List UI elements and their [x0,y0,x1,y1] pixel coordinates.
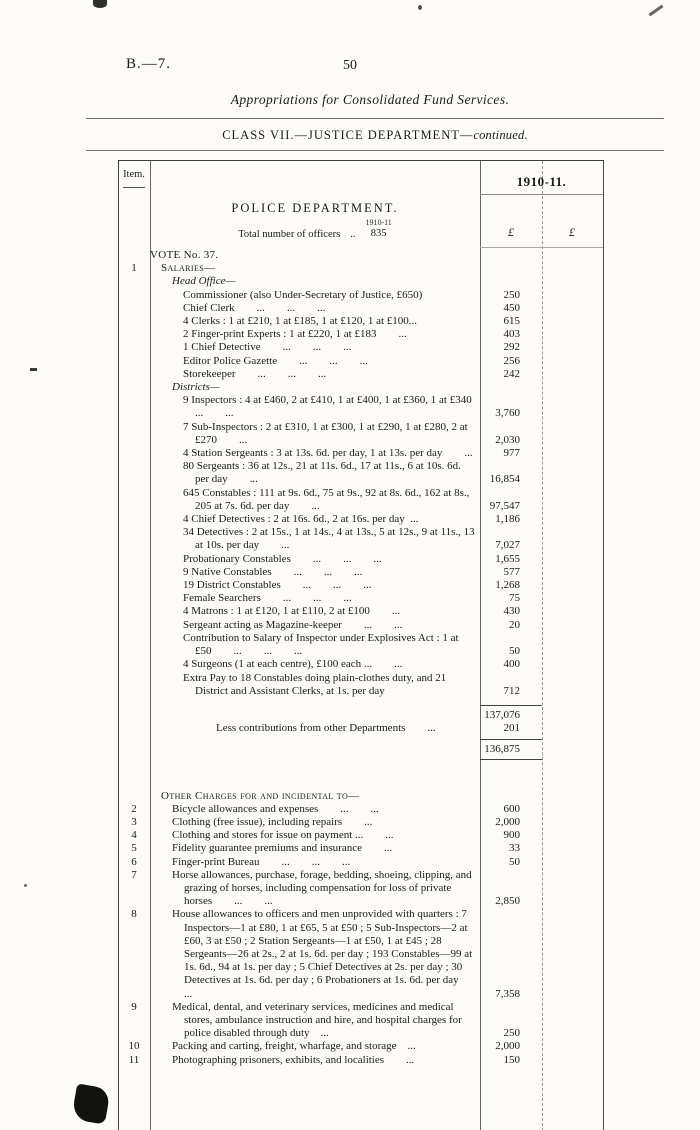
item-number [118,579,150,592]
item-number [118,368,150,381]
item-number [118,790,150,803]
table-row [118,1001,604,1041]
amount-second-col [542,869,604,909]
amount-second-col [542,526,604,552]
amount-second-col [542,249,604,262]
amount-second-col [542,341,604,354]
table-row [118,289,604,302]
entry-text: Contribution to Salary of Inspector under Explosives Act : 1 at £50 ... ... ... [183,631,462,658]
amount-1910-11: 3,760 [495,407,520,420]
entry-text: 80 Sergeants : 36 at 12s., 21 at 11s. 6d., 17 at 11s., 6 at 10s. 6d. per day ... [183,460,464,486]
amount-second-col [542,421,604,447]
entry-text: Probationary Constables ... ... ... [183,552,382,565]
amount-second-col [542,1040,604,1053]
item-number [118,421,150,447]
amount-second-col [542,829,604,842]
amount-1910-11: 201 [503,722,520,735]
entry-text: Clothing (free issue), including repairs ... [172,815,373,828]
amount-1910-11: 16,854 [489,473,520,486]
table-row [118,1054,604,1067]
entry-cell [150,705,480,722]
amount-1910-11: 2,000 [495,815,520,828]
entry-cell [150,816,480,829]
amount-second-col [542,368,604,381]
entry-text: Horse allowances, purchase, forage, bedding, shoeing, clipping, and grazing of horses, including compensation for loss of private horses ... ... [172,868,475,908]
table-row [118,447,604,460]
entry-text: VOTE No. 37. [150,249,219,261]
item-number [118,341,150,354]
entry-text: 2 Finger-print Experts : 1 at £220, 1 at £183 ... [183,328,407,341]
entry-cell [150,790,480,803]
amount-1910-11: 403 [503,328,520,341]
entry-cell [150,1040,480,1053]
amount-second-col [542,705,604,722]
table-row [118,829,604,842]
amount-1910-11: 600 [503,802,520,815]
item-number [118,275,150,288]
entry-text: Medical, dental, and veterinary services, medicines and medical stores, ambulance instruction and hire, and hospital charges for police disabled through duty ... [172,1000,465,1040]
amount-second-col [542,722,604,735]
amount-second-col [542,790,604,803]
doc-reference: B.—7. [126,56,172,72]
entry-cell [150,829,480,842]
entry-cell [150,275,480,288]
entry-cell [150,447,480,460]
amount-1910-11: 20 [509,618,520,631]
year-header-rule [480,194,603,195]
table-row [118,579,604,592]
item-number: 1 [131,262,137,275]
entry-cell [150,249,480,262]
table-row [118,722,604,735]
entry-text: Photographing prisoners, exhibits, and localities ... [172,1053,415,1066]
entry-text: Packing and carting, freight, wharfage, and storage ... [172,1040,416,1053]
scan-artifact [649,5,664,17]
amount-1910-11: 450 [503,301,520,314]
amount-1910-11: 430 [503,605,520,618]
table-row [118,381,604,394]
entry-cell [150,262,480,275]
entry-text: Extra Pay to 18 Constables doing plain-clothes duty, and 21 District and Assistant Clerks, at 1s. per day [183,671,449,697]
entry-text: 4 Station Sergeants : 3 at 13s. 6d. per day, 1 at 13s. per day ... [183,447,473,460]
entry-cell [150,672,480,698]
table-row [118,790,604,803]
entry-text: Female Searchers ... ... ... [183,592,352,605]
amount-second-col [542,592,604,605]
table-row [118,275,604,288]
scan-artifact [93,0,107,8]
amount-second-col [542,447,604,460]
amount-second-col [542,315,604,328]
entry-cell [150,328,480,341]
item-number [118,315,150,328]
amount-1910-11: 7,027 [495,539,520,552]
entry-cell [150,592,480,605]
item-number [118,566,150,579]
table-row [118,513,604,526]
item-number [118,249,150,262]
table-row [118,632,604,658]
item-number [118,526,150,552]
amount-1910-11: 250 [503,288,520,301]
amount-second-col [542,355,604,368]
entry-cell [150,566,480,579]
entry-text: 34 Detectives : 2 at 15s., 1 at 14s., 4 at 13s., 5 at 12s., 9 at 11s., 13 at 10s. per day ... [183,526,478,552]
table-row [118,605,604,618]
table-row [118,566,604,579]
amount-second-col [542,460,604,486]
amount-1910-11: 2,030 [495,433,520,446]
amount-second-col [542,816,604,829]
entry-cell [150,553,480,566]
scan-artifact [71,1083,111,1124]
entry-text: Bicycle allowances and expenses ... ... [172,802,379,815]
item-number [118,447,150,460]
amount-1910-11: 712 [503,684,520,697]
table-row [118,856,604,869]
amount-second-col [542,513,604,526]
amount-1910-11: 900 [503,829,520,842]
item-number [118,513,150,526]
entry-text: 19 District Constables ... ... ... [183,579,372,592]
entry-text: 645 Constables : 111 at 9s. 6d., 75 at 9s., 92 at 8s. 6d., 162 at 8s., 205 at 7s. 6d. per day ... [183,486,473,512]
amount-1910-11: 2,000 [495,1040,520,1053]
amount-second-col [542,275,604,288]
table-row [118,908,604,1000]
officers-total-line [150,219,480,240]
amount-second-col [542,1054,604,1067]
amount-second-col [542,262,604,275]
amount-1910-11: 137,076 [480,705,542,722]
table-row [118,421,604,447]
entry-cell [150,302,480,315]
item-number [118,632,150,658]
amount-second-col [542,579,604,592]
entry-cell [150,619,480,632]
amount-second-col [542,908,604,1000]
table-row [118,487,604,513]
entry-cell [150,1001,480,1041]
table-header [118,161,604,249]
amount-second-col [542,394,604,420]
entry-text: 4 Chief Detectives : 2 at 16s. 6d., 2 at 16s. per day ... [183,513,419,526]
table-row [118,592,604,605]
currency-header-2: £ [569,225,575,239]
table-row [118,341,604,354]
item-column-header: Item. [123,169,145,180]
amount-1910-11: 615 [503,315,520,328]
running-title: Appropriations for Consolidated Fund Services. [230,92,510,107]
item-number: 10 [128,1040,140,1053]
section-heading [50,128,700,143]
item-number: 4 [131,829,137,842]
amount-1910-11: 97,547 [489,499,520,512]
amount-1910-11: 50 [509,645,520,658]
year-column-header: 1910-11. [516,174,567,189]
entry-text: 1 Chief Detective ... ... ... [183,341,352,354]
amount-1910-11: 577 [503,565,520,578]
table-row [118,526,604,552]
amount-1910-11: 75 [509,592,520,605]
table-row [118,842,604,855]
item-number: 6 [131,855,137,868]
page-number: 50 [343,58,357,73]
entry-cell [150,513,480,526]
entry-cell [150,856,480,869]
table-row [118,658,604,671]
table-row [118,394,604,420]
scan-artifact [418,5,422,10]
entry-text: Salaries— [161,262,216,275]
entry-text: Sergeant acting as Magazine-keeper ... ... [183,618,403,631]
amount-1910-11: 1,655 [495,552,520,565]
amount-1910-11 [480,262,542,275]
spacer-row [118,760,604,790]
officers-year: 1910-11 [365,218,392,227]
entry-cell [150,579,480,592]
table-row [118,249,604,262]
entry-text: House allowances to officers and men unprovided with quarters : 7 Inspectors—1 at £80, 1 at £65, 5 at £50 ; 5 Sub-Inspectors—2 at £60, 3 at £50 ; 2 Station Sergeants—1 at £50, 1 at £45 ; 28 Sergeants—26 at 2s., 2 at 1s. 6d. per day ; 193 Constables—99 at 1s. 6d., 94 at 1s. per day ; 5 Chief Detectives at 2s. per day ; 30 Detectives at 1s. 6d. per day ; 6 Probationers at 1s. 6d. per day ... [172,908,481,1000]
item-number [118,672,150,698]
item-number: 5 [131,842,137,855]
amount-1910-11: 33 [509,842,520,855]
item-number: 11 [128,1053,140,1066]
amount-second-col [542,328,604,341]
entry-cell [150,658,480,671]
table-row [118,553,604,566]
amount-1910-11: 50 [509,855,520,868]
entry-text: Less contributions from other Departments ... [216,722,436,735]
amount-1910-11 [480,275,542,288]
scan-artifact [30,368,37,371]
entry-cell [150,908,480,1000]
entry-cell [150,739,480,759]
entry-cell [150,460,480,486]
amount-second-col [542,842,604,855]
item-number [118,553,150,566]
table-row [118,816,604,829]
entry-text: 9 Inspectors : 4 at £460, 2 at £410, 1 at £400, 1 at £360, 1 at £340 ... ... [183,394,494,420]
item-number [118,722,150,735]
currency-header-1: £ [508,225,514,239]
amount-1910-11: 250 [503,1027,520,1040]
amount-1910-11: 2,850 [495,895,520,908]
entry-text: Finger-print Bureau ... ... ... [172,855,351,868]
amount-second-col [542,619,604,632]
table-row [118,328,604,341]
amount-second-col [542,1001,604,1041]
item-number [118,328,150,341]
entry-cell [150,341,480,354]
entry-cell [150,803,480,816]
entry-cell [150,487,480,513]
entry-text: Storekeeper ... ... ... [183,367,327,380]
entry-text: Districts— [172,381,220,394]
table-row [118,368,604,381]
item-header-rule [123,187,145,188]
item-number: 8 [131,908,137,921]
item-number: 3 [131,815,137,828]
heading-rule-top [86,118,664,119]
amount-second-col [542,632,604,658]
amount-1910-11: 7,358 [495,987,520,1000]
amount-second-col [542,658,604,671]
entry-text: Fidelity guarantee premiums and insurance ... [172,842,393,855]
entry-cell [150,394,494,420]
officers-value-block [365,219,391,240]
spacer-row [118,698,604,705]
table-row [118,619,604,632]
entry-cell [150,842,480,855]
entry-cell [150,869,480,909]
entry-cell [150,381,480,394]
table-body [118,249,604,1067]
table-row [118,803,604,816]
item-number: 7 [131,868,137,881]
item-number [118,289,150,302]
amount-second-col [542,381,604,394]
item-number [118,355,150,368]
item-number: 2 [131,802,137,815]
leader-dots: .. [350,228,356,240]
amount-1910-11: 400 [503,658,520,671]
entry-text: 7 Sub-Inspectors : 2 at £310, 1 at £300, 1 at £290, 1 at £280, 2 at £270 ... [183,420,471,446]
section-heading-continued: continued. [473,128,528,142]
amount-second-col [542,672,604,698]
item-number [118,381,150,394]
entry-text: 9 Native Constables ... ... ... [183,565,363,578]
amount-second-col [542,803,604,816]
entry-cell [150,1054,480,1067]
heading-rule-bottom [86,150,664,151]
department-title: POLICE DEPARTMENT. [231,201,399,215]
entry-text: 4 Clerks : 1 at £210, 1 at £185, 1 at £120, 1 at £100... [183,315,418,328]
entry-cell [150,421,480,447]
amount-second-col [542,289,604,302]
entry-text: Commissioner (also Under-Secretary of Justice, £650) [183,288,423,301]
amount-1910-11 [480,790,542,803]
amount-1910-11: 1,268 [495,579,520,592]
entry-text: 4 Matrons : 1 at £120, 1 at £110, 2 at £100 ... [183,605,401,618]
entry-cell [150,315,480,328]
amount-1910-11: 1,186 [495,513,520,526]
entry-cell [150,368,480,381]
table-row [118,315,604,328]
amount-1910-11 [480,249,542,262]
table-row [118,1040,604,1053]
entry-text: Chief Clerk ... ... ... [183,301,326,314]
scan-artifact [24,884,27,887]
entry-cell [150,632,480,658]
entry-text: Clothing and stores for issue on payment ... ... [172,829,394,842]
table-row [118,460,604,486]
officers-label: Total number of officers [238,228,341,240]
table-row [118,705,604,722]
item-number [118,619,150,632]
item-number [118,394,150,420]
amount-1910-11: 977 [503,447,520,460]
entry-cell [150,526,480,552]
amount-1910-11: 292 [503,341,520,354]
item-number [118,592,150,605]
entry-text: Head Office— [172,275,236,288]
table-row [118,672,604,698]
table-row [118,302,604,315]
table-row [118,262,604,275]
section-heading-text: CLASS VII.—JUSTICE DEPARTMENT— [222,128,474,142]
entry-cell [150,605,480,618]
amount-second-col [542,566,604,579]
entry-cell [150,722,480,735]
item-number [118,705,150,722]
currency-header-rule [480,247,603,248]
amount-second-col [542,487,604,513]
entry-cell [150,289,480,302]
amount-1910-11: 136,875 [480,739,542,759]
item-number: 9 [131,1000,137,1013]
entry-cell [150,355,480,368]
item-number [118,605,150,618]
table-row [118,739,604,759]
item-number [118,302,150,315]
item-number [118,658,150,671]
amount-second-col [542,302,604,315]
entry-text: Editor Police Gazette ... ... ... [183,354,368,367]
amount-1910-11: 242 [503,367,520,380]
amount-second-col [542,553,604,566]
amount-1910-11 [480,381,542,394]
table-row [118,869,604,909]
amount-second-col [542,605,604,618]
entry-text: 4 Surgeons (1 at each centre), £100 each ... ... [183,658,403,671]
table-row [118,355,604,368]
amount-second-col [542,739,604,759]
amount-1910-11: 256 [503,354,520,367]
item-number [118,739,150,759]
amount-1910-11: 150 [503,1053,520,1066]
officers-count: 835 [370,228,387,239]
item-number [118,487,150,513]
item-number [118,460,150,486]
amount-second-col [542,856,604,869]
entry-text: Other Charges for and incidental to— [161,789,360,802]
appropriations-table [118,160,604,1130]
